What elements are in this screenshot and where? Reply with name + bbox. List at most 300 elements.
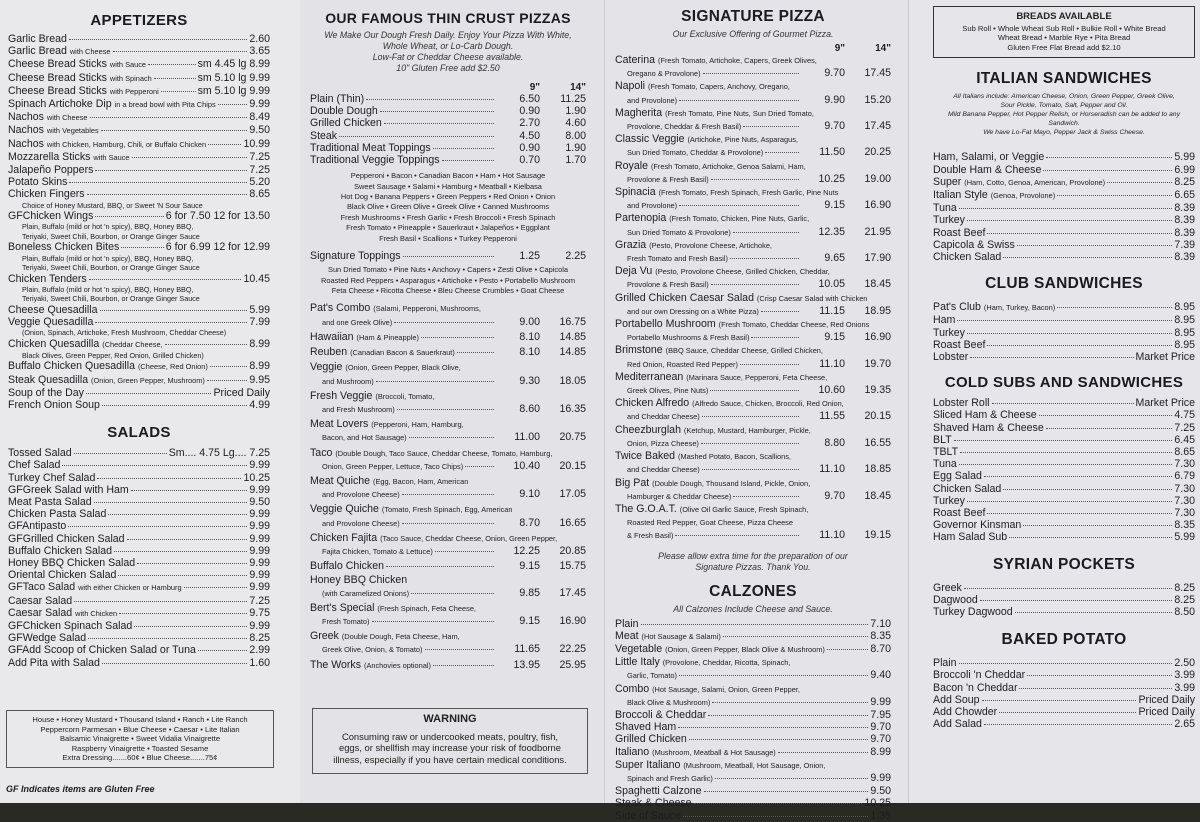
item-description: and Provolone Cheese) (322, 490, 400, 500)
price-14: 20.85 (559, 544, 586, 557)
item-price: 1.60 (249, 656, 270, 669)
menu-item-line (310, 503, 586, 516)
item-description: (Ham, Turkey, Bacon) (983, 303, 1056, 313)
item-description-2 (310, 615, 370, 628)
item-name: Cheese Bread Sticks with Sauce (8, 58, 147, 71)
item-price: 6.99 (1174, 163, 1195, 176)
item-name: Tossed Salad (8, 447, 72, 460)
price-14: 4.60 (565, 117, 586, 130)
menu-item-line (615, 371, 891, 384)
section-title-signature: SIGNATURE PIZZA (681, 8, 825, 25)
leader-dots (957, 320, 1172, 321)
leader-dots (715, 778, 869, 779)
menu-item-line (615, 772, 891, 785)
menu-item (8, 657, 270, 669)
signature-toppings-row (310, 250, 586, 262)
leader-dots (90, 117, 248, 118)
price-14: 19.35 (864, 384, 891, 397)
leader-dots (701, 443, 799, 444)
leader-dots (154, 78, 196, 79)
item-name: Brimstone (BBQ Sauce, Cheddar Cheese, Grilled Chicken, (615, 344, 823, 357)
menu-item (615, 709, 891, 721)
item-price: 7.30 (1174, 494, 1195, 507)
leader-dots (984, 476, 1172, 477)
item-options: Teriyaki, Sweet Chili, Bourbon, or Orange Ginger Sauce (22, 294, 200, 304)
item-name: Napoli (Fresh Tomato, Capers, Anchovy, Oregano, (615, 80, 790, 93)
item-description: Sun Dried Tomato, Cheddar & Provolone) (627, 148, 764, 158)
item-description: Portabello Mushrooms & Fresh Basil) (627, 333, 750, 343)
item-name: Mozzarella Sticks with Sauce (8, 150, 130, 163)
menu-item (933, 422, 1195, 434)
item-name: Turkey Chef Salad (8, 471, 96, 484)
item-price: 7.25 (249, 150, 270, 163)
price-9: 9.00 (519, 315, 540, 328)
item-name: Grilled Chicken Caesar Salad (Crisp Caesar Salad with Chicken (615, 291, 868, 304)
price-9: 0.90 (519, 141, 540, 154)
item-description: and Cheddar Cheese) (627, 465, 700, 475)
item-price: 7.25 (1174, 421, 1195, 434)
price-9: 8.10 (519, 346, 540, 359)
menu-item (8, 58, 270, 71)
item-name: Bacon 'n Cheddar (933, 681, 1018, 694)
menu-item (8, 151, 270, 164)
warning-title: WARNING (423, 713, 477, 725)
menu-item (615, 80, 891, 106)
menu-item-line (615, 212, 891, 225)
item-options: Teriyaki, Sweet Chili, Bourbon, or Orange Ginger Sauce (22, 231, 200, 241)
item-description-2 (615, 437, 699, 450)
item-description: with Vegetables (46, 126, 99, 136)
menu-item-line (310, 142, 586, 154)
item-description: (Pepperoni, Ham, Hamburg, (371, 420, 464, 430)
leader-dots (778, 752, 869, 753)
menu-item (615, 133, 891, 159)
leader-dots (711, 179, 799, 180)
menu-item (8, 620, 270, 632)
menu-item (8, 484, 270, 496)
item-name: Deja Vu (Pesto, Provolone Cheese, Grilled Chicken, Cheddar, (615, 265, 830, 278)
price-9: 13.95 (513, 658, 540, 671)
item-description: with Chicken, Hamburg, Chili, or Buffalo Chicken (46, 139, 207, 149)
item-price: 4.75 (1174, 409, 1195, 422)
item-name: Buffalo Chicken Quesadilla (Cheese, Red Onion) (8, 360, 208, 373)
item-description-2 (615, 669, 677, 682)
item-name: Governor Kinsman (933, 519, 1022, 532)
item-name: Chicken Salad (933, 251, 1002, 263)
warning-line: Consuming raw or undercooked meats, poultry, fish, (341, 730, 559, 742)
item-description-2 (615, 696, 710, 709)
menu-item (310, 117, 586, 129)
leader-dots (678, 727, 868, 728)
item-name: Shaved Ham (615, 721, 677, 734)
section-title-potato: BAKED POTATO (1001, 631, 1127, 649)
pizza-specials-list (310, 302, 586, 671)
item-price: 8.49 (249, 111, 270, 124)
leader-dots (402, 494, 494, 495)
item-description: Sun Dried Tomato & Provolone) (627, 227, 731, 237)
panel-pizzas (300, 0, 604, 803)
item-name: Cheese Quesadilla (8, 303, 98, 316)
dressing-line: Balsamic Vinaigrette • Sweet Vidalia Vinaigrette (59, 734, 221, 744)
menu-item-line (615, 344, 891, 357)
pizza-intro (310, 30, 586, 74)
item-name: The G.O.A.T. (Olive Oil Garlic Sauce, Fresh Spinach, (615, 502, 809, 515)
item-description: (Taco Sauce, Cheddar Cheese, Onion, Green Pepper, (380, 533, 558, 543)
leader-dots (730, 258, 799, 259)
price-14: 1.70 (565, 154, 586, 167)
leader-dots (1027, 675, 1172, 676)
item-name: Side of Sauce (615, 809, 681, 822)
item-description: (Artichoke, Pine Nuts, Asparagus, (687, 135, 798, 145)
item-description: and Mushroom) (322, 376, 374, 386)
leader-dots (751, 337, 799, 338)
menu-item (8, 304, 270, 316)
menu-item (8, 581, 270, 594)
menu-item (615, 344, 891, 370)
item-price: 8.25 (249, 632, 270, 645)
item-price: 8.25 (1174, 175, 1195, 188)
item-price: 9.99 (249, 557, 270, 569)
leader-dots (74, 453, 167, 454)
signature-footer-line: Signature Pizzas. Thank You. (695, 561, 811, 572)
menu-item-line (615, 424, 891, 437)
item-description: & Fresh Basil) (627, 531, 674, 541)
price-14: 22.25 (559, 643, 586, 656)
item-description: (Egg, Bacon, Ham, American (373, 476, 469, 486)
item-description: Spinach and Fresh Garlic) (627, 773, 713, 783)
leader-dots (457, 352, 494, 353)
leader-dots (765, 152, 799, 153)
leader-dots (465, 466, 494, 467)
menu-item (310, 302, 586, 328)
item-name: Add Pita with Salad (8, 656, 100, 669)
menu-item (615, 239, 891, 265)
item-description-2 (615, 252, 728, 265)
menu-item-line (310, 105, 586, 117)
pizza-intro-line: 10" Gluten Free add $2.50 (396, 63, 500, 73)
item-name: Plain (Thin) (310, 93, 365, 105)
menu-item-line (310, 574, 586, 586)
leader-dots (425, 649, 495, 650)
item-description-2 (615, 516, 793, 529)
item-description: (Fresh Spinach, Feta Cheese, (377, 603, 476, 613)
calzones-intro: All Calzones Include Cheese and Sauce. (673, 603, 833, 614)
price-9: 9.70 (824, 67, 845, 80)
item-name: Garlic Bread (8, 33, 67, 45)
item-name: Turkey Dagwood (933, 606, 1013, 619)
item-name: Super (Ham, Cotto, Genoa, American, Provolone) (933, 175, 1106, 188)
italian-intro-line: We have Lo-Fat Mayo, Pepper Jack & Swiss Cheese. (983, 129, 1145, 137)
leader-dots (675, 535, 799, 536)
item-name: Chicken Tenders (8, 272, 87, 285)
item-description: (Alfredo Sauce, Chicken, Broccoli, Red Onion, (692, 399, 844, 409)
item-description: (Hot Sausage, Salami, Onion, Green Pepper, (652, 684, 800, 694)
item-price: 2.65 (1174, 718, 1195, 731)
price-9: 9.65 (824, 252, 845, 265)
item-description-2 (615, 94, 677, 107)
panel-signature-calzones (604, 0, 908, 822)
item-description: (Broccoli, Tomato, (375, 391, 435, 401)
leader-dots (69, 182, 247, 183)
menu-item (615, 450, 891, 476)
price-9: 0.70 (519, 154, 540, 167)
leader-dots (69, 39, 247, 40)
item-description: Greek Olive, Onion, & Tomato) (322, 645, 423, 655)
item-price: 6 for 6.99 12 for 12.99 (165, 241, 270, 254)
leader-dots (704, 791, 869, 792)
menu-item-line (310, 560, 586, 572)
leader-dots (184, 587, 248, 588)
item-description: (Tomato, Fresh Spinach, Egg, American (381, 505, 513, 515)
price-9: 12.25 (513, 544, 540, 557)
item-description: with Sauce (93, 152, 130, 162)
item-name: Capicola & Swiss (933, 238, 1015, 251)
leader-dots (702, 469, 799, 470)
leader-dots (702, 416, 799, 417)
menu-item (933, 531, 1195, 543)
menu-item (615, 746, 891, 759)
leader-dots (1043, 170, 1172, 171)
item-description-2 (615, 278, 709, 291)
syrian-list (933, 582, 1195, 619)
signature-intro: Our Exclusive Offering of Gourmet Pizza. (672, 29, 834, 39)
menu-item-line (310, 154, 586, 166)
topping-line: Fresh Basil • Scallions • Turkey Pepperoni (379, 233, 517, 243)
item-name: Vegetable (Onion, Green Pepper, Black Olive & Mushroom) (615, 642, 825, 655)
menu-item (8, 557, 270, 569)
menu-item-line (615, 477, 891, 490)
item-description: (Marinara Sauce, Pepperoni, Feta Cheese, (686, 372, 828, 382)
leader-dots (97, 478, 241, 479)
leader-dots (386, 566, 494, 567)
pizza-size-header (310, 82, 586, 93)
price-9: 9.15 (824, 331, 845, 344)
menu-item-line (310, 418, 586, 431)
item-name: Chicken Quesadilla (Cheddar Cheese, (8, 337, 163, 350)
menu-item (310, 142, 586, 154)
price-14: 16.90 (864, 331, 891, 344)
leader-dots (967, 333, 1172, 334)
section-title-appetizers: APPETIZERS (90, 12, 188, 29)
leader-dots (999, 712, 1136, 713)
price-9: 4.50 (519, 129, 540, 142)
leader-dots (119, 613, 247, 614)
italian-list (933, 151, 1195, 263)
leader-dots (95, 322, 247, 323)
item-name: Greek (933, 581, 962, 594)
item-price: 8.50 (1174, 606, 1195, 619)
item-price: 9.50 (249, 124, 270, 137)
item-description: (Fresh Tomato, Fresh Spinach, Fresh Garlic, Pine Nuts (658, 188, 839, 198)
leader-dots (679, 675, 868, 676)
menu-item-line (615, 331, 891, 344)
price-9: 10.05 (818, 278, 845, 291)
item-name: Grazia (Pesto, Provolone Cheese, Artichoke, (615, 238, 772, 251)
menu-item (310, 105, 586, 117)
dressing-line: Extra Dressing.......60¢ • Blue Cheese.......75¢ (62, 753, 218, 763)
leader-dots (708, 715, 868, 716)
item-price: Priced Daily (213, 386, 270, 399)
leader-dots (827, 649, 868, 650)
menu-item-line (310, 615, 586, 628)
item-price: 8.35 (870, 629, 891, 642)
menu-item (8, 316, 270, 328)
item-name: Super Italiano (Mushroom, Meatball, Hot Sausage, Onion, (615, 758, 826, 771)
menu-item (8, 644, 270, 656)
leader-dots (1046, 428, 1173, 429)
item-name: Broccoli & Cheddar (615, 708, 707, 721)
price-14: 18.45 (864, 278, 891, 291)
menu-item (8, 241, 270, 253)
item-name: Classic Veggie (Artichoke, Pine Nuts, Asparagus, (615, 133, 798, 146)
item-name: Plain (615, 617, 639, 630)
item-name: Italian Style (Genoa, Provolone) (933, 188, 1056, 201)
menu-item-line (310, 488, 586, 501)
item-description: Roasted Red Pepper, Goat Cheese, Pizza Cheese (627, 518, 793, 528)
appetizers-list (8, 33, 270, 411)
item-description: with Sauce (109, 60, 147, 70)
leader-dots (992, 403, 1134, 404)
sig-size-9-label: 9" (834, 43, 845, 54)
item-name: Potato Skins (8, 176, 68, 189)
item-price: 9.99 (249, 544, 270, 557)
item-name: Oriental Chicken Salad (8, 569, 117, 582)
item-price: 2.50 (1174, 657, 1195, 670)
item-options: Black Olives, Green Pepper, Red Onion, Grilled Chicken) (22, 350, 204, 360)
topping-line: Black Olive • Green Olive • Greek Olive • Canned Mushrooms (346, 202, 550, 212)
price-14: 19.15 (864, 529, 891, 542)
signature-list (615, 54, 891, 543)
item-name: Signature Toppings (310, 250, 401, 263)
menu-item (8, 632, 270, 644)
leader-dots (198, 650, 248, 651)
item-description: and one Greek Olive) (322, 317, 393, 327)
price-9: 1.25 (519, 250, 540, 263)
item-price: 7.30 (1174, 482, 1195, 495)
menu-item (8, 164, 270, 176)
item-price: 8.25 (1174, 593, 1195, 606)
section-title-pizzas: OUR FAMOUS THIN CRUST PIZZAS (325, 10, 571, 26)
menu-item (8, 472, 270, 484)
leader-dots (161, 91, 196, 92)
price-14: 8.00 (565, 129, 586, 142)
price-9: 11.10 (819, 463, 845, 476)
item-description: (with Caramelized Onions) (322, 588, 410, 598)
item-description: (Mashed Potato, Bacon, Scallions, (678, 452, 791, 462)
menu-item (8, 459, 270, 471)
warning-text (319, 731, 581, 766)
leader-dots (967, 501, 1172, 502)
menu-item-line (615, 252, 891, 265)
menu-item (933, 582, 1195, 594)
menu-item-line (310, 602, 586, 615)
menu-item-line (615, 173, 891, 186)
breads-box (933, 6, 1195, 58)
item-name: Egg Salad (933, 470, 982, 483)
item-name: Nachos with Cheese (8, 111, 88, 124)
item-name: Chicken Pasta Salad (8, 508, 107, 521)
item-price: 6.79 (1174, 470, 1195, 483)
cold-list (933, 397, 1195, 543)
menu-item (615, 371, 891, 397)
price-9: 0.90 (519, 105, 540, 118)
item-description-2 (615, 410, 700, 423)
leader-dots (118, 575, 247, 576)
item-price: 6.65 (1174, 188, 1195, 201)
item-name: Mediterranean (Marinara Sauce, Pepperoni, Feta Cheese, (615, 370, 828, 383)
menu-item-line (615, 265, 891, 278)
menu-item (933, 507, 1195, 519)
item-name: Add Soup (933, 693, 980, 706)
item-description: and Fresh Mushroom) (322, 404, 395, 414)
menu-item (615, 683, 891, 709)
item-price: 8.99 (870, 745, 891, 758)
topping-line: Hot Dog • Banana Peppers • Green Peppers • Red Onion • Onion (340, 192, 556, 202)
bread-line: Wheat Bread • Marble Rye • Pita Bread (997, 33, 1131, 43)
topping-line: Fresh Mushrooms • Fresh Garlic • Fresh Broccoli • Fresh Spinach (340, 212, 556, 222)
item-name: GFChicken Spinach Salad (8, 620, 133, 633)
pizza-intro-line: We Make Our Dough Fresh Daily. Enjoy Your Pizza With White, (324, 30, 572, 40)
menu-item-line (310, 316, 586, 329)
leader-dots (87, 194, 248, 195)
price-14: 16.65 (559, 516, 586, 529)
menu-item (933, 251, 1195, 263)
item-name: Lobster Roll (933, 397, 990, 410)
menu-item-line (615, 696, 891, 709)
leader-dots (1023, 525, 1172, 526)
leader-dots (964, 588, 1173, 589)
item-price: 9.99 (249, 520, 270, 533)
price-14: 21.95 (864, 225, 891, 238)
topping-line: Fresh Tomato • Pineapple • Sauerkraut • Jalapeños • Eggplant (346, 223, 550, 233)
item-name: Add Salad (933, 718, 982, 731)
item-name: Tuna (933, 202, 957, 215)
leader-dots (210, 366, 248, 367)
item-price: 9.99 (870, 771, 891, 784)
item-description: with Chicken (75, 608, 118, 618)
leader-dots (102, 405, 248, 406)
warning-line: eggs, or shellfish may increase your risk of foodborne (339, 742, 561, 754)
price-14: 16.75 (559, 315, 586, 328)
salads-list (8, 447, 270, 669)
item-description: with Cheese (46, 113, 88, 123)
price-14: 19.70 (864, 357, 891, 370)
item-price: 8.25 (1174, 581, 1195, 594)
section-title-salads: SALADS (107, 424, 171, 442)
item-description: (Crisp Caesar Salad with Chicken (756, 293, 868, 303)
leader-dots (980, 600, 1173, 601)
item-name: Cheese Bread Sticks with Pepperoni (8, 84, 159, 97)
leader-dots (1039, 415, 1173, 416)
leader-dots (733, 496, 799, 497)
menu-item-line (615, 683, 891, 696)
menu-item (933, 669, 1195, 681)
item-description: (Onion, Green Pepper, Black Olive & Mushroom) (665, 644, 825, 654)
item-description: and Provolone) (627, 201, 678, 211)
item-description: (Canadian Bacon & Sauerkraut) (350, 348, 455, 358)
price-9: 11.55 (819, 410, 845, 423)
leader-dots (411, 593, 494, 594)
leader-dots (679, 205, 799, 206)
menu-item (310, 130, 586, 142)
item-name: Steak & Cheese (615, 797, 692, 810)
item-description: Onion, Pizza Cheese) (627, 438, 699, 448)
item-name: Tuna (933, 458, 957, 471)
item-name: Turkey (933, 494, 965, 507)
item-description: with Cheese (69, 47, 111, 57)
menu-item (933, 458, 1195, 470)
item-description-2 (615, 331, 749, 344)
